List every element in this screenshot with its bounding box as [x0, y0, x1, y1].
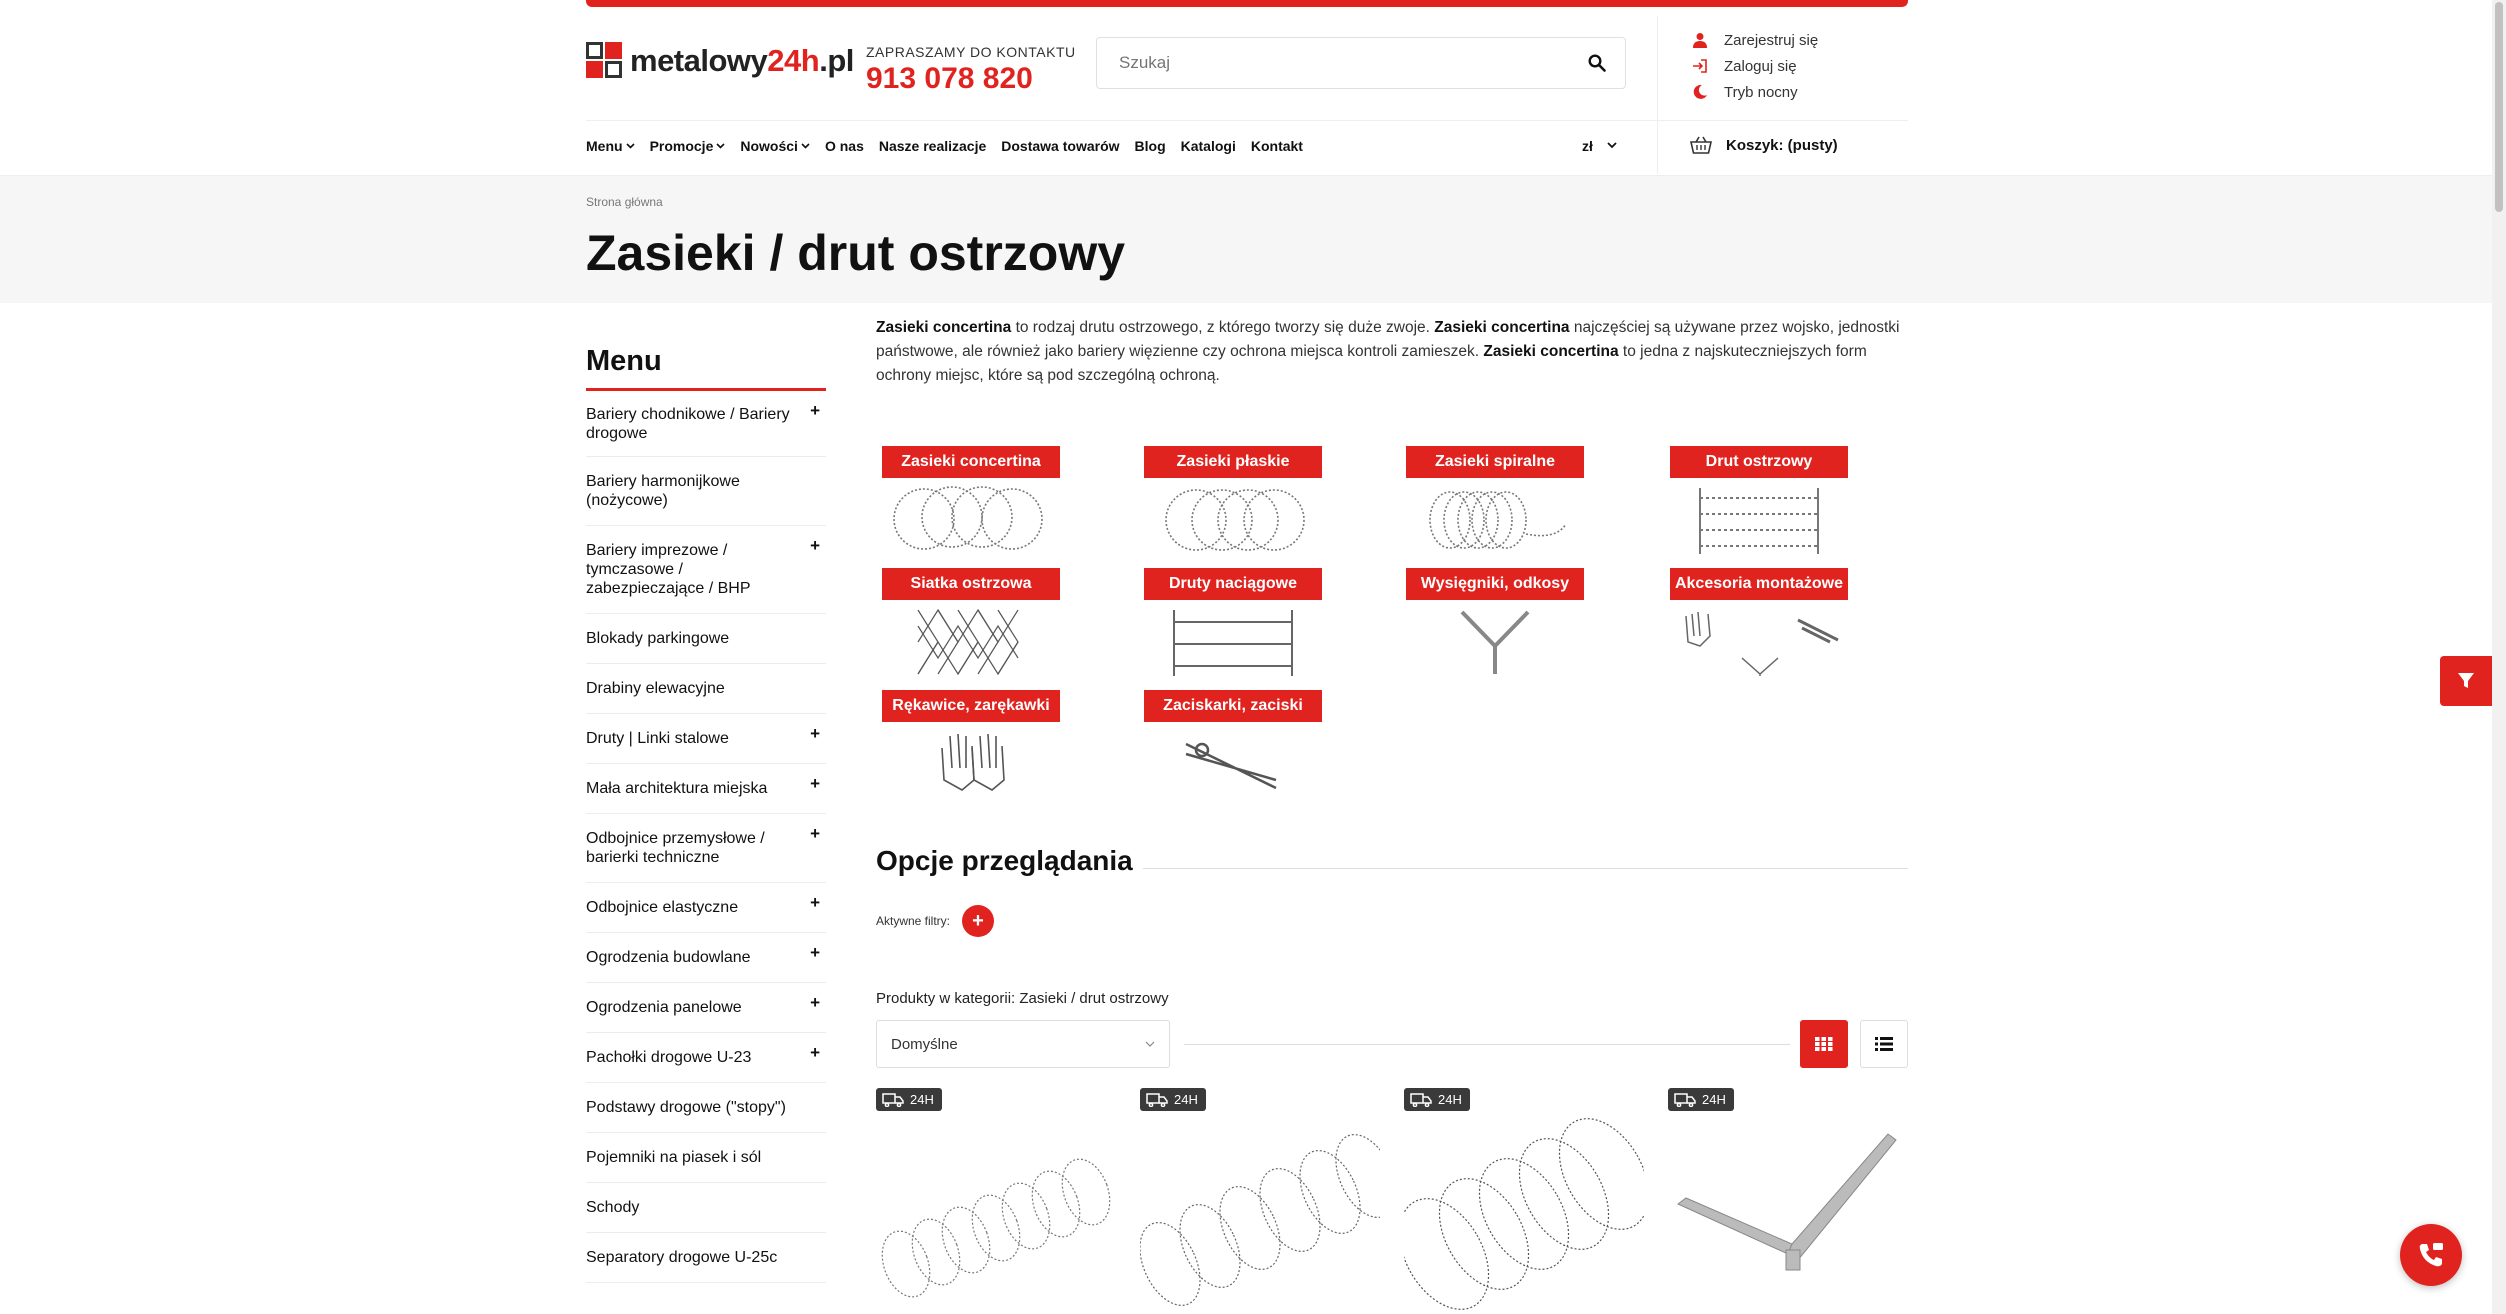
chevron-down-icon [801, 143, 810, 149]
y-arm-icon [1406, 606, 1584, 676]
main-nav [586, 138, 1303, 154]
subcategory-label: Zasieki concertina [882, 446, 1060, 478]
subcategory-tile-accessories[interactable] [1670, 568, 1848, 676]
browse-options-header [876, 845, 1908, 877]
chevron-down-icon [626, 143, 635, 149]
phone-number[interactable]: 913 078 820 [866, 62, 1033, 95]
add-filter-button[interactable]: + [962, 905, 994, 937]
y-arm-product [1668, 1114, 1908, 1314]
chevron-down-icon [716, 143, 725, 149]
login-icon [1692, 58, 1708, 74]
expand-plus-icon[interactable]: + [810, 943, 820, 962]
subcategory-label: Druty naciągowe [1144, 568, 1322, 600]
filter-panel-button[interactable] [2440, 656, 2492, 706]
subcategory-tile-concertina[interactable] [882, 446, 1060, 554]
nav-item-menu[interactable]: Menu [586, 138, 635, 154]
product-card[interactable] [876, 1088, 1116, 1314]
search-button[interactable] [1569, 38, 1625, 88]
concertina-coils-icon [882, 484, 1060, 554]
category-sidebar [586, 345, 826, 1283]
logo-mark-icon [586, 42, 624, 80]
truck-icon [1410, 1093, 1432, 1107]
products-in-category: Produkty w kategorii: Zasieki / drut ostrzowy [876, 990, 1169, 1007]
subcategory-label: Akcesoria montażowe [1670, 568, 1848, 600]
subcategory-tile-mesh[interactable] [882, 568, 1060, 676]
sidebar-item[interactable]: Schody [586, 1183, 826, 1233]
basket-icon [1690, 136, 1712, 154]
sidebar-item[interactable]: Drabiny elewacyjne [586, 664, 826, 714]
tension-wire-icon [1144, 606, 1322, 676]
register-link[interactable]: Zarejestruj się [1692, 27, 1818, 53]
nav-item-realizacje[interactable]: Nasze realizacje [878, 138, 987, 154]
login-link[interactable]: Zaloguj się [1692, 53, 1818, 79]
filter-icon [2457, 672, 2475, 690]
subcategory-tile-crimpers[interactable] [1144, 690, 1322, 798]
chevron-down-icon [1607, 138, 1617, 152]
browse-options-title: Opcje przeglądania [876, 845, 1133, 876]
sidebar-item[interactable]: Ogrodzenia budowlane + [586, 933, 826, 983]
sidebar-item[interactable]: Podstawy drogowe ("stopy") [586, 1083, 826, 1133]
nav-item-dostawa[interactable]: Dostawa towarów [1001, 138, 1120, 154]
nav-item-nowosci[interactable]: Nowości [740, 138, 810, 154]
nav-item-promocje[interactable]: Promocje [650, 138, 726, 154]
sidebar-item[interactable]: Blokady parkingowe [586, 614, 826, 664]
call-button[interactable] [2400, 1224, 2462, 1286]
expand-plus-icon[interactable]: + [810, 893, 820, 912]
sidebar-item[interactable]: Pojemniki na piasek i sól [586, 1133, 826, 1183]
subcategory-label: Drut ostrzowy [1670, 446, 1848, 478]
flat-coil-product [1140, 1114, 1380, 1314]
contact-label: ZAPRASZAMY DO KONTAKTU [866, 44, 1076, 60]
delivery-badge: 24H [1140, 1088, 1206, 1111]
accessories-icon [1670, 606, 1848, 676]
gloves-icon [882, 728, 1060, 798]
breadcrumb[interactable]: Strona główna [586, 195, 663, 209]
account-links [1692, 27, 1818, 105]
nav-item-blog[interactable]: Blog [1134, 138, 1166, 154]
header-separator [586, 120, 1908, 121]
user-icon [1692, 32, 1708, 48]
search-input[interactable] [1097, 38, 1569, 88]
subcategory-label: Siatka ostrzowa [882, 568, 1060, 600]
product-card[interactable] [1140, 1088, 1380, 1314]
sidebar-item[interactable]: Pachołki drogowe U-23 + [586, 1033, 826, 1083]
concertina-coil-product [876, 1114, 1116, 1314]
sidebar-title: Menu [586, 345, 826, 391]
scrollbar-thumb[interactable] [2495, 2, 2503, 212]
flat-coils-icon [1144, 484, 1322, 554]
product-card[interactable] [1668, 1088, 1908, 1314]
page-scrollbar[interactable] [2492, 0, 2506, 1314]
dark-mode-toggle[interactable]: Tryb nocny [1692, 79, 1818, 105]
top-accent-bar [586, 0, 1908, 7]
sort-divider [1184, 1044, 1790, 1045]
chevron-down-icon [1145, 1041, 1155, 1047]
sidebar-item[interactable]: Separatory drogowe U-25c [586, 1233, 826, 1283]
moon-icon [1692, 84, 1708, 100]
delivery-badge: 24H [1404, 1088, 1470, 1111]
sidebar-item[interactable]: Druty | Linki stalowe + [586, 714, 826, 764]
title-band [0, 175, 2492, 303]
active-filters [876, 905, 994, 937]
sidebar-item[interactable]: Odbojnice elastyczne + [586, 883, 826, 933]
nav-item-katalogi[interactable]: Katalogi [1180, 138, 1236, 154]
phone-icon [2416, 1240, 2446, 1270]
list-icon [1875, 1037, 1893, 1051]
sort-select[interactable]: Domyślne [876, 1020, 1170, 1068]
subcategory-label: Rękawice, zarękawki [882, 690, 1060, 722]
barbed-fence-icon [1670, 484, 1848, 554]
currency-selector[interactable]: zł [1582, 138, 1617, 154]
delivery-badge: 24H [1668, 1088, 1734, 1111]
list-view-button[interactable] [1860, 1020, 1908, 1068]
grid-view-button[interactable] [1800, 1020, 1848, 1068]
logo-text: metalowy24h.pl [630, 43, 854, 78]
truck-icon [1146, 1093, 1168, 1107]
subcategory-label: Zasieki spiralne [1406, 446, 1584, 478]
search-icon [1588, 54, 1606, 72]
cart-button[interactable]: Koszyk: (pusty) [1690, 136, 1838, 154]
site-logo[interactable] [586, 42, 854, 80]
subcategory-tile-barbed[interactable] [1670, 446, 1848, 554]
truck-icon [882, 1093, 904, 1107]
delivery-badge: 24H [876, 1088, 942, 1111]
sidebar-item[interactable]: Bariery harmonijkowe (nożycowe) [586, 457, 826, 526]
nav-item-kontakt[interactable]: Kontakt [1250, 138, 1303, 154]
active-filters-label: Aktywne filtry: [876, 914, 951, 928]
category-description: Zasieki concertina to rodzaj drutu ostrzowego, z którego tworzy się duże zwoje. Zasieki concertina najczęściej są używane przez wojsko, jednostki państwowe, ale również jako bariery więzienne czy ochrona miejsca kontroli zamieszek. Zasieki concertina to jedna z najskuteczniejszych form ochrony miejsc, które są pod szczególną ochroną. [876, 319, 1900, 384]
sidebar-item[interactable]: Bariery imprezowe / tymczasowe / zabezpieczające / BHP + [586, 526, 826, 614]
truck-icon [1674, 1093, 1696, 1107]
subcategory-tile-spiral[interactable] [1406, 446, 1584, 554]
expand-plus-icon[interactable]: + [810, 824, 820, 843]
expand-plus-icon[interactable]: + [810, 536, 820, 555]
page-title: Zasieki / drut ostrzowy [586, 225, 1126, 281]
subcategory-label: Zasieki płaskie [1144, 446, 1322, 478]
expand-plus-icon[interactable]: + [810, 401, 820, 420]
sidebar-item[interactable]: Odbojnice przemysłowe / barierki techniczne + [586, 814, 826, 883]
subcategory-label: Wysięgniki, odkosy [1406, 568, 1584, 600]
sidebar-item[interactable]: Ogrodzenia panelowe + [586, 983, 826, 1033]
subcategory-tile-gloves[interactable] [882, 690, 1060, 798]
product-card[interactable] [1404, 1088, 1644, 1314]
expand-plus-icon[interactable]: + [810, 993, 820, 1012]
razor-mesh-icon [882, 606, 1060, 676]
spiral-coil-icon [1406, 484, 1584, 554]
expand-plus-icon[interactable]: + [810, 724, 820, 743]
subcategory-tile-tension[interactable] [1144, 568, 1322, 676]
contact-block [866, 44, 1076, 96]
nav-item-o-nas[interactable]: O nas [824, 138, 864, 154]
subcategory-tile-arms[interactable] [1406, 568, 1584, 676]
expand-plus-icon[interactable]: + [810, 1043, 820, 1062]
sidebar-item[interactable]: Bariery chodnikowe / Bariery drogowe + [586, 391, 826, 457]
subcategory-tile-flat[interactable] [1144, 446, 1322, 554]
spiral-coil-product [1404, 1114, 1644, 1314]
expand-plus-icon[interactable]: + [810, 774, 820, 793]
subcategory-label: Zaciskarki, zaciski [1144, 690, 1322, 722]
grid-icon [1815, 1037, 1833, 1051]
crimper-icon [1144, 728, 1322, 798]
sidebar-item[interactable]: Mała architektura miejska + [586, 764, 826, 814]
search-box [1096, 37, 1626, 89]
header-divider [1657, 16, 1658, 174]
